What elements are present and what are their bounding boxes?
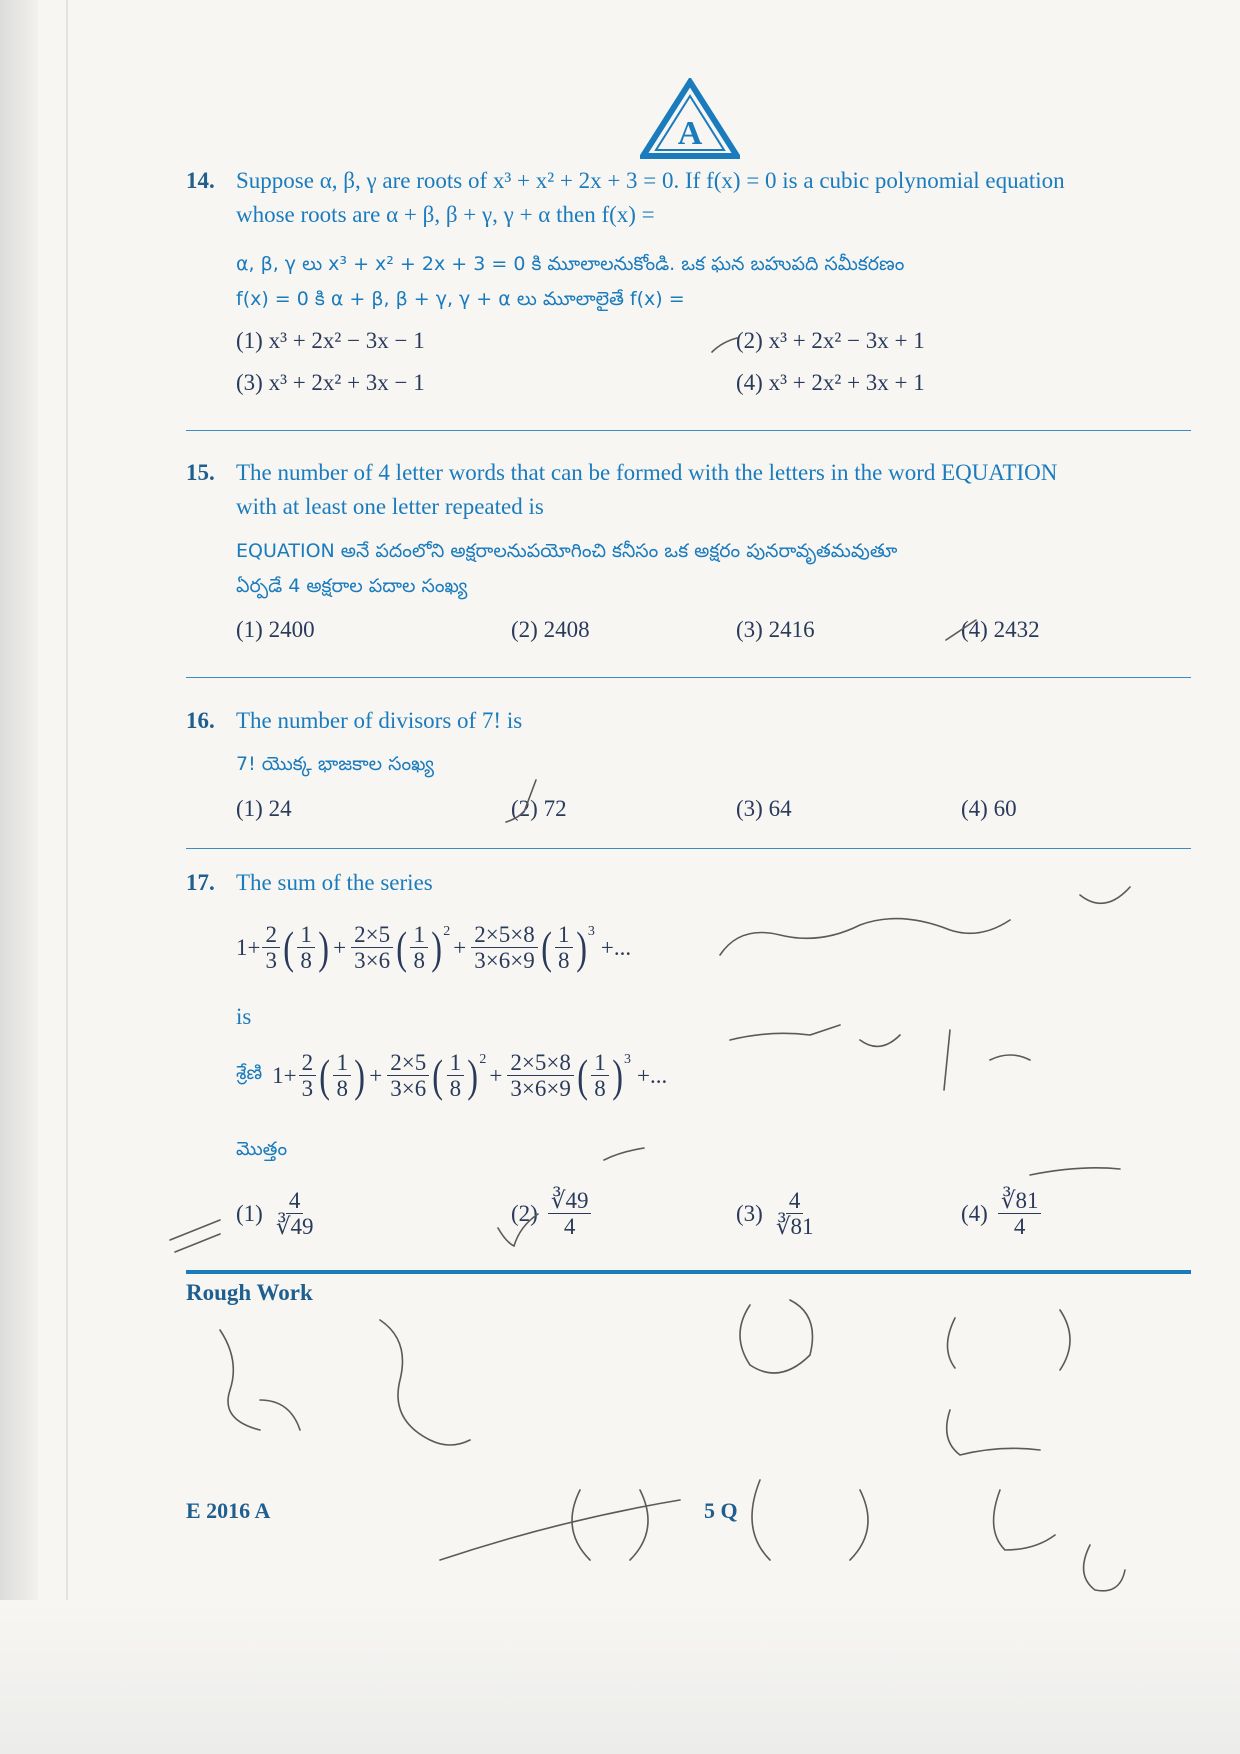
scribble [220,1330,300,1430]
option-3[interactable]: (3) 64 [736,796,792,821]
question-divider [186,677,1191,678]
scribble [440,1500,680,1560]
fraction: $\frac{2\times 5}{3\times 6}$ [351,922,393,974]
series-lead: 1+ [236,934,261,960]
question-text-en: with at least one letter repeated is [236,494,544,519]
question-text-te: α, β, γ లు x³ + x² + 2x + 3 = 0 కి మూలాలనుకోండి. ఒక ఘన బహుపది సమీకరణం [236,253,905,275]
series-expression-te: శ్రేణి 1+ $\frac{2}{3}$ ( $\frac{1}{8}$ ) + $\frac{2\times 5}{3\times 6}$ ( $\frac{1}{8}$ ) 2 + $\frac{2\times 5\times 8}{3\times 6\times 9}$ ( $\frac{1}{8}$ ) 3 +... [236,1049,668,1102]
question-divider [186,848,1191,849]
rough-work-divider [186,1270,1191,1274]
scan-edge [0,0,38,1754]
question-text-en: is [236,1004,252,1029]
question-text-en: The number of 4 letter words that can be formed with the letters in the word EQUATION [236,460,1058,485]
question-number: 14. [186,168,215,193]
page-bottom [0,1600,1240,1754]
option-3[interactable]: (3) x³ + 2x² + 3x − 1 [236,370,425,395]
option-4[interactable]: (4) 2432 [961,617,1040,642]
option-4[interactable]: (4) 60 [961,796,1017,821]
question-text-te: శ్రేణి [236,1062,263,1085]
option-2[interactable]: (2) 2408 [511,617,590,642]
question-text-te: 7! యొక్క భాజకాల సంఖ్య [236,753,434,775]
option-1[interactable]: (1) 24 [236,796,292,821]
question-text-en: The number of divisors of 7! is [236,708,523,733]
scan-line [66,0,68,1600]
option-3[interactable]: (3) $\frac{4}{∛81}$ [736,1188,814,1240]
option-3[interactable]: (3) 2416 [736,617,815,642]
question-text-en: whose roots are α + β, β + γ, γ + α then f(x) = [236,202,655,227]
scribble [994,1490,1055,1550]
scribble [572,1490,648,1560]
option-1[interactable]: (1) $\frac{4}{∛49}$ [236,1188,314,1240]
scribble [740,1300,813,1373]
option-1[interactable]: (1) 2400 [236,617,315,642]
scribble [730,1025,900,1046]
fraction: $\frac{1}{8}$ [410,922,428,974]
booklet-code-footer: E 2016 A [186,1498,271,1523]
option-4[interactable]: (4) x³ + 2x² + 3x + 1 [736,370,925,395]
question-number: 15. [186,460,215,485]
scribble [947,1410,1040,1455]
series-expression-en: 1+ $\frac{2}{3}$ ( $\frac{1}{8}$ ) + $\frac{2\times 5}{3\times 6}$ ( $\frac{1}{8}$ ) 2 + $\frac{2\times 5\times 8}{3\times 6\times 9}$ ( $\frac{1}{8}$ ) 3 +... [236,921,632,974]
fraction: $\frac{1}{8}$ [555,922,573,974]
option-2[interactable]: (2) $\frac{∛49}{4}$ [511,1188,593,1240]
question-number: 16. [186,708,215,733]
scribble [604,1148,644,1160]
question-divider [186,430,1191,431]
option-4[interactable]: (4) $\frac{∛81}{4}$ [961,1188,1043,1240]
question-text-te: f(x) = 0 కి α + β, β + γ, γ + α లు మూలాలైతే f(x) = [236,288,685,310]
fraction: $\frac{2\times 5\times 8}{3\times 6\times 9}$ [471,922,537,974]
scribble [944,1030,1030,1090]
booklet-code-logo [640,78,740,160]
scribble [380,1320,470,1445]
question-text-en: Suppose α, β, γ are roots of x³ + x² + 2x + 3 = 0. If f(x) = 0 is a cubic polynomial equation [236,168,1065,193]
question-number: 17. [186,870,215,895]
question-text-te: ఏర్పడే 4 అక్షరాల పదాల సంఖ్య [236,575,468,597]
scribble [1080,887,1130,903]
fraction: $\frac{2}{3}$ [262,922,280,974]
scribble [1030,1168,1120,1175]
question-text-en: The sum of the series [236,870,433,895]
scribble [752,1480,868,1560]
answer-tick-mark [712,338,737,352]
question-text-te: మొత్తం [236,1138,288,1160]
scribble [720,919,1010,955]
option-2[interactable]: (2) x³ + 2x² − 3x + 1 [736,328,925,353]
scribble [948,1310,1071,1370]
page-number: 5 Q [704,1498,738,1523]
scribble [170,1220,220,1252]
booklet-code-letter: A [677,115,703,152]
question-text-te: EQUATION అనే పదంలోని అక్షరాలనుపయోగించి కనీసం ఒక అక్షరం పునరావృతమవుతూ [236,540,898,562]
option-2[interactable]: (2) 72 [511,796,567,821]
scribble [1084,1545,1125,1591]
fraction: $\frac{1}{8}$ [297,922,315,974]
option-1[interactable]: (1) x³ + 2x² − 3x − 1 [236,328,425,353]
rough-work-label: Rough Work [186,1280,313,1305]
